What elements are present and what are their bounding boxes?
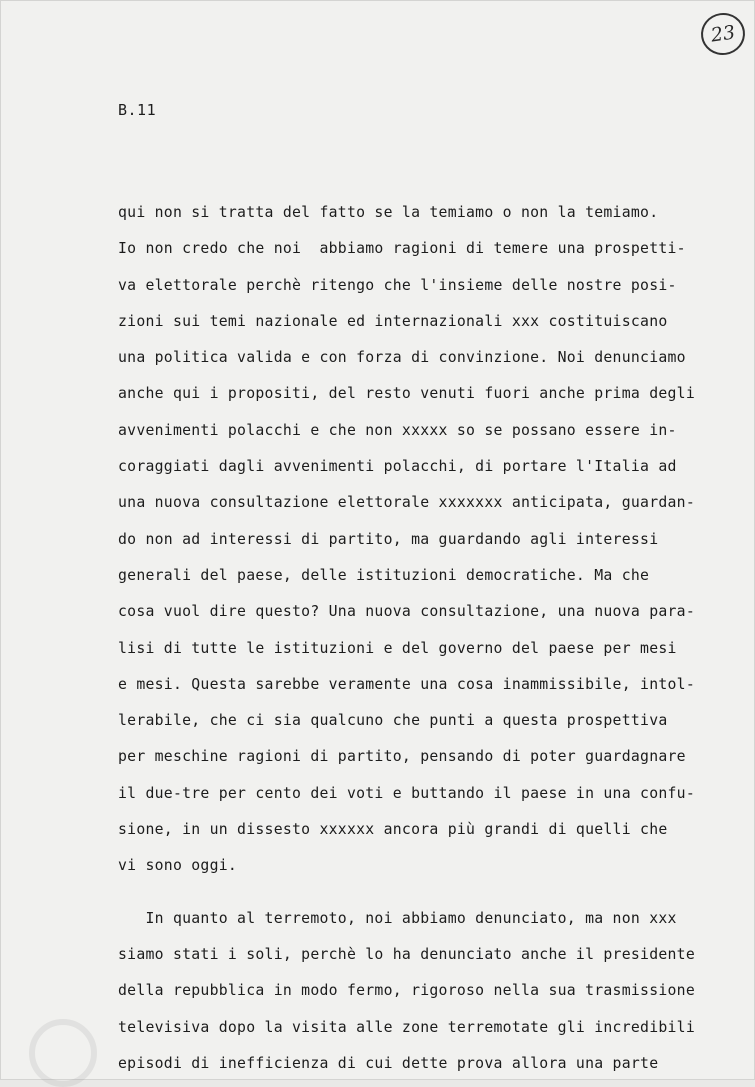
text-line: lisi di tutte le istituzioni e del governo del paese per mesi <box>118 639 677 657</box>
text-line: do non ad interessi di partito, ma guardando agli interessi <box>118 530 659 548</box>
text-line: una nuova consultazione elettorale xxxxxxx anticipata, guardan- <box>118 494 695 512</box>
text-line: qui non si tratta del fatto se la temiamo o non la temiamo. <box>118 204 659 221</box>
text-line: vi sono oggi. <box>118 857 238 875</box>
text-line: per meschine ragioni di partito, pensando di poter guardagnare <box>118 748 686 766</box>
text-line: coraggiati dagli avvenimenti polacchi, di portare l'Italia ad <box>118 458 677 476</box>
text-line: siamo stati i soli, perchè lo ha denunciato anche il presidente <box>118 945 695 963</box>
paragraph-gap <box>118 889 718 905</box>
text-line: della repubblica in modo fermo, rigoroso nella sua trasmissione <box>118 982 695 1000</box>
page-number-stamp: 23 <box>698 10 747 58</box>
text-line: va elettorale perchè ritengo che l'insieme delle nostre posi- <box>118 276 677 294</box>
archive-watermark <box>1 991 151 1081</box>
text-line: anche qui i propositi, del resto venuti fuori anche prima degli <box>118 385 695 403</box>
typewritten-text <box>118 199 718 1086</box>
text-line: cosa vuol dire questo? Una nuova consultazione, una nuova para- <box>118 603 695 621</box>
text-line: episodi di inefficienza di cui dette prova allora una parte <box>118 1054 659 1072</box>
watermark-logo-icon <box>29 1019 97 1087</box>
text-line: zioni sui temi nazionale ed internazionali xxx costituiscano <box>118 312 668 330</box>
text-line: avvenimenti polacchi e che non xxxxx so se possano essere in- <box>118 421 677 439</box>
text-line: il due-tre per cento dei voti e buttando il paese in una confu- <box>118 784 695 802</box>
text-line: generali del paese, delle istituzioni democratiche. Ma che <box>118 566 650 584</box>
document-reference: B.11 <box>118 101 157 119</box>
text-line: Io non credo che noi abbiamo ragioni di temere una prospetti- <box>118 240 686 258</box>
text-line: televisiva dopo la visita alle zone terremotate gli incredibili <box>118 1018 695 1036</box>
text-line: lerabile, che ci sia qualcuno che punti a questa prospettiva <box>118 712 668 730</box>
text-line: e mesi. Questa sarebbe veramente una cosa inammissibile, intol- <box>118 675 695 693</box>
text-line: sione, in un dissesto xxxxxx ancora più grandi di quelli che <box>118 821 668 839</box>
text-line: In quanto al terremoto, noi abbiamo denunciato, ma non xxx <box>118 909 677 927</box>
text-line: una politica valida e con forza di convinzione. Noi denunciamo <box>118 349 686 367</box>
